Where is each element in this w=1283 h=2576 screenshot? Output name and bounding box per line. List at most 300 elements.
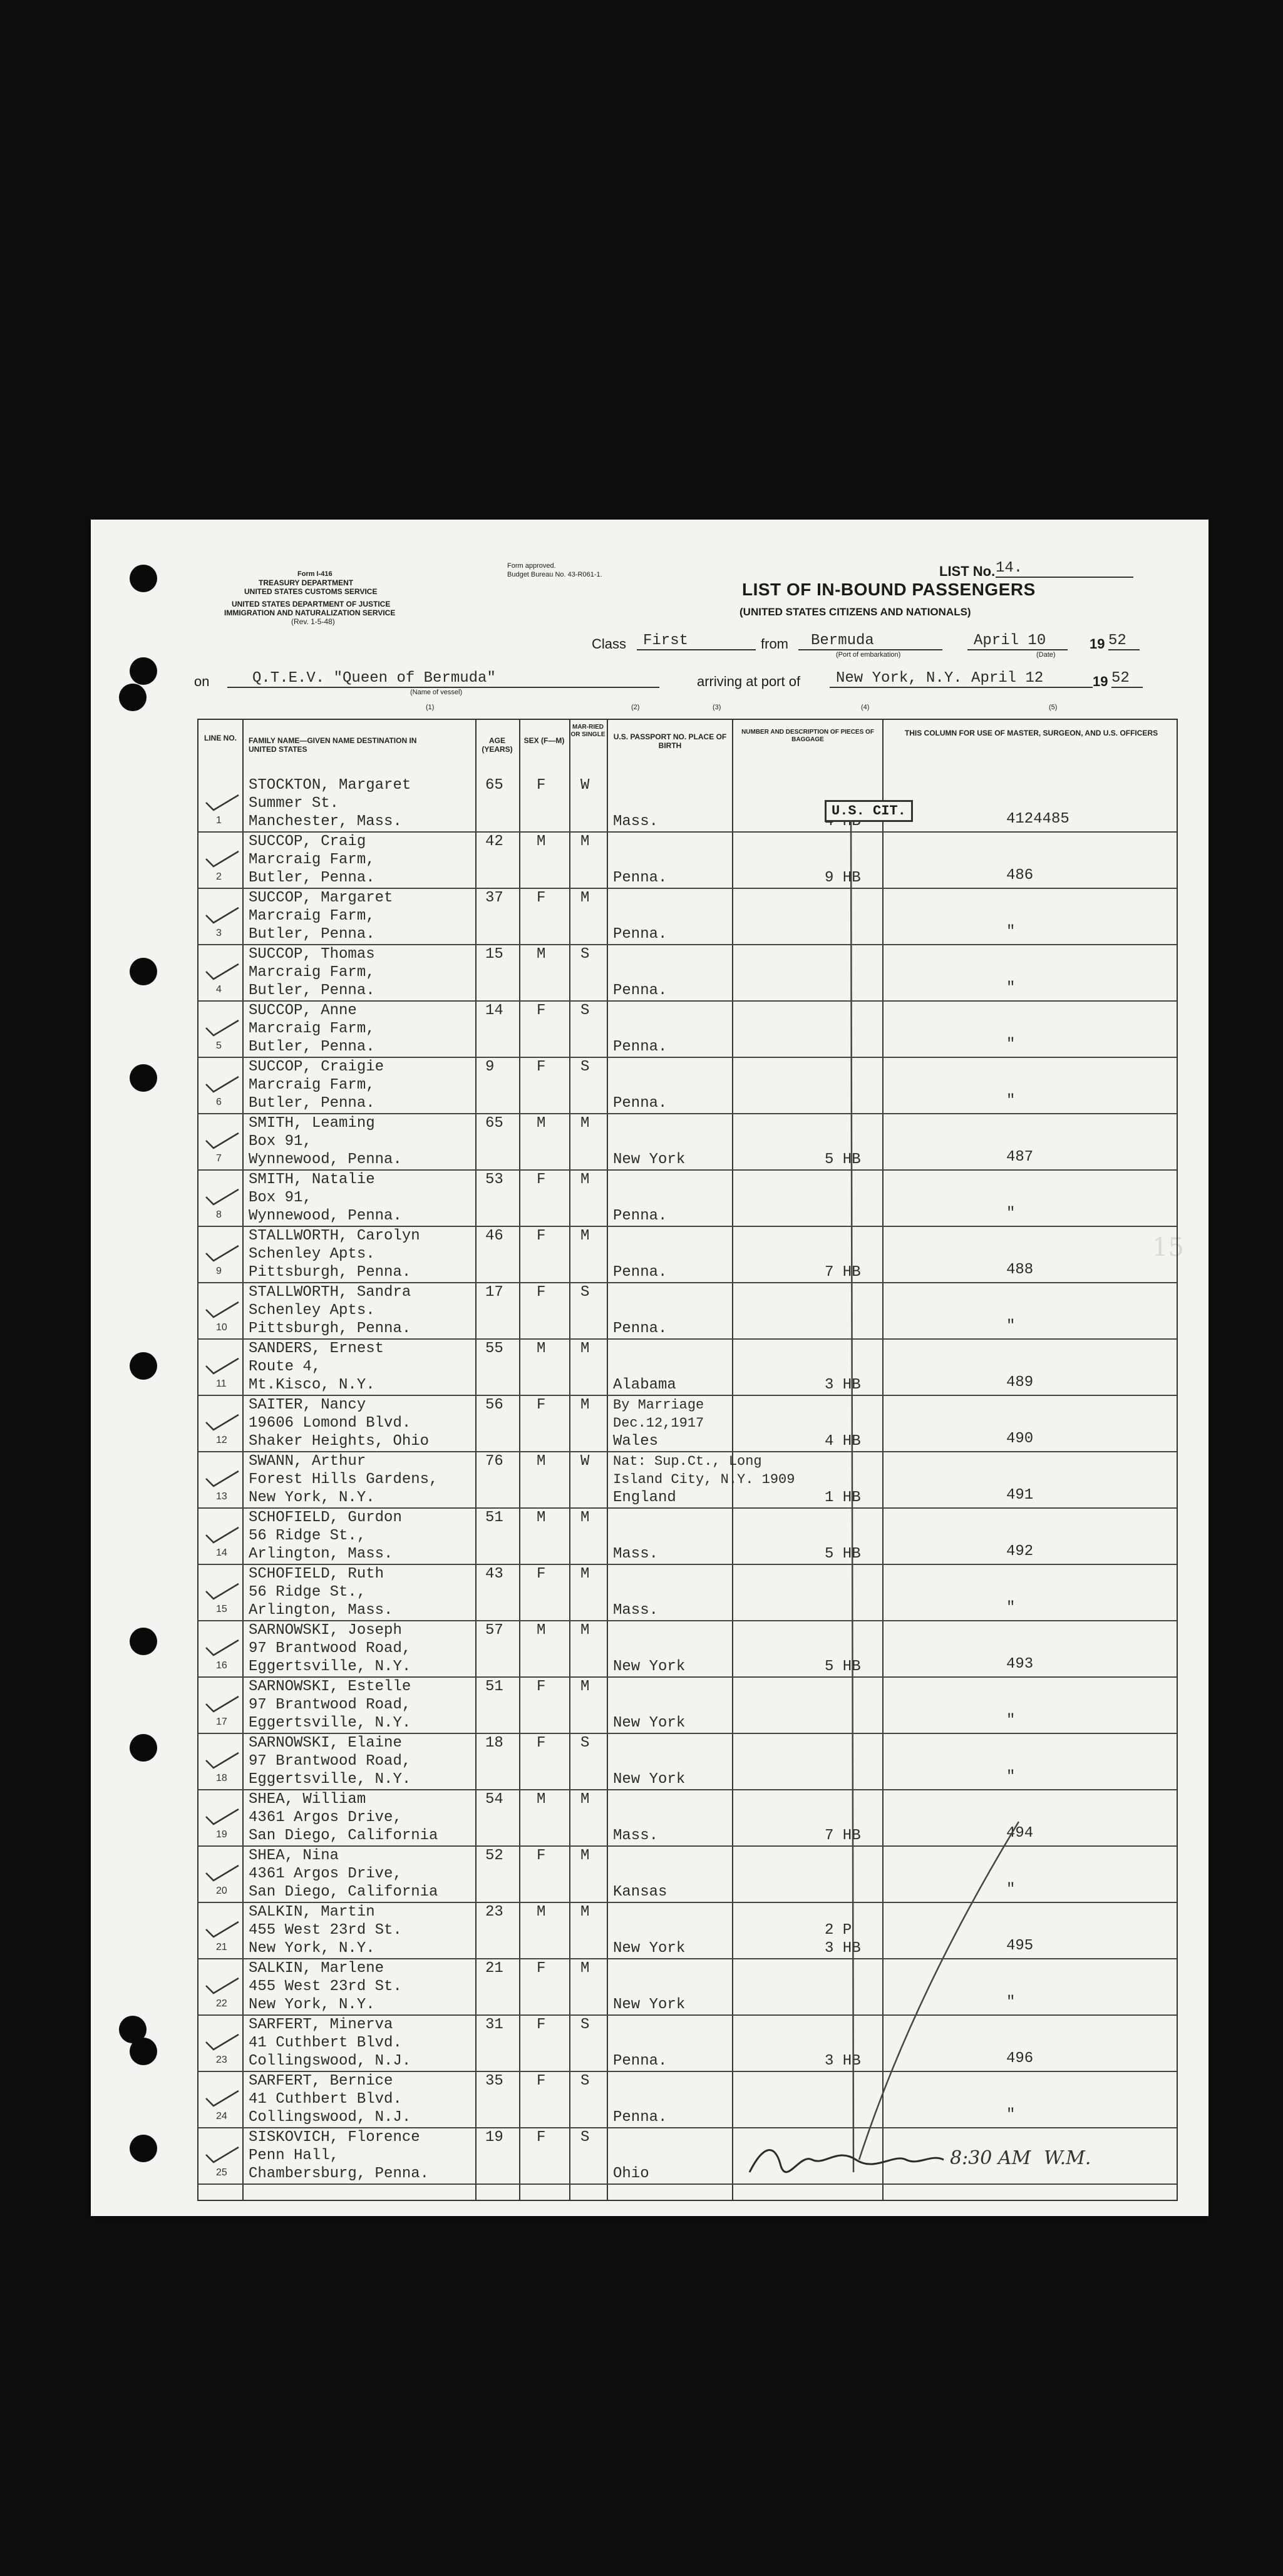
passenger-city: Arlington, Mass. <box>249 1546 393 1563</box>
passenger-sex: F <box>537 1678 546 1695</box>
list-no-value: 14. <box>996 560 1133 578</box>
passenger-city: Mt.Kisco, N.Y. <box>249 1377 375 1393</box>
baggage: 4 HB <box>825 1433 861 1450</box>
marital-status: M <box>580 1791 590 1808</box>
line-number: 4 <box>216 984 222 995</box>
class-value: First <box>637 632 756 650</box>
passenger-name: SISKOVICH, Florence <box>249 2129 420 2146</box>
passenger-street: Box 91, <box>249 1189 312 1206</box>
place-of-birth: New York <box>613 1658 686 1675</box>
passenger-city: San Diego, California <box>249 1884 438 1901</box>
line-number: 14 <box>216 1547 227 1558</box>
line-number: 10 <box>216 1322 227 1333</box>
passenger-sex: F <box>537 1847 546 1864</box>
approved-note: Form approved. <box>507 562 556 570</box>
passenger-city: Eggertsville, N.Y. <box>249 1658 411 1675</box>
passenger-city: New York, N.Y. <box>249 1489 375 1506</box>
passenger-city: Butler, Penna. <box>249 870 375 886</box>
punch-hole <box>130 657 157 685</box>
passenger-name: SCHOFIELD, Ruth <box>249 1566 384 1583</box>
marital-status: S <box>580 2073 590 2090</box>
check-mark-icon <box>205 2033 240 2052</box>
col-number-4: (4) <box>861 704 870 711</box>
passenger-sex: F <box>537 2016 546 2033</box>
officer-note: " <box>1006 1205 1016 1222</box>
passenger-sex: F <box>537 1171 546 1188</box>
passenger-name: STALLWORTH, Carolyn <box>249 1228 420 1244</box>
officer-note: 493 <box>1006 1656 1034 1673</box>
form-number: Form I-416 <box>297 570 332 578</box>
passenger-street: Marcraig Farm, <box>249 1020 375 1037</box>
passenger-street: Marcraig Farm, <box>249 1077 375 1094</box>
dept-customs: UNITED STATES CUSTOMS SERVICE <box>244 587 378 596</box>
arriving-port-date: New York, N.Y. April 12 <box>830 670 1093 688</box>
col-header-married: MAR-RIED OR SINGLE <box>570 724 605 738</box>
place-of-birth: Penna. <box>613 1208 667 1224</box>
place-of-birth: Penna. <box>613 1095 667 1112</box>
check-mark-icon <box>205 1977 240 1996</box>
place-of-birth: Penna. <box>613 982 667 999</box>
officer-note: " <box>1006 980 1016 997</box>
form-revision: (Rev. 1-5-48) <box>291 617 335 626</box>
punch-hole <box>130 2135 157 2162</box>
punch-hole <box>130 1734 157 1762</box>
passenger-street: 455 West 23rd St. <box>249 1922 402 1939</box>
check-mark-icon <box>205 1808 240 1827</box>
passenger-city: New York, N.Y. <box>249 1940 375 1957</box>
passenger-name: SCHOFIELD, Gurdon <box>249 1509 402 1526</box>
marital-status: S <box>580 1735 590 1752</box>
passenger-age: 9 <box>485 1059 495 1075</box>
passenger-city: Chambersburg, Penna. <box>249 2165 430 2182</box>
table-row <box>198 1789 1177 1847</box>
passenger-name: SUCCOP, Margaret <box>249 890 393 906</box>
arrival-year-prefix: 19 <box>1093 674 1108 689</box>
table-row <box>198 775 1177 833</box>
passenger-street: Marcraig Farm, <box>249 908 375 925</box>
check-mark-icon <box>205 1639 240 1658</box>
passenger-city: Manchester, Mass. <box>249 813 402 830</box>
marital-status: S <box>580 1059 590 1075</box>
check-mark-icon <box>205 1301 240 1320</box>
passenger-city: Shaker Heights, Ohio <box>249 1433 430 1450</box>
place-of-birth: Wales <box>613 1433 659 1450</box>
table-row <box>198 1338 1177 1396</box>
passenger-city: San Diego, California <box>249 1827 438 1844</box>
punch-hole <box>130 1064 157 1092</box>
baggage: 9 HB <box>825 870 861 886</box>
baggage: 3 HB <box>825 2053 861 2070</box>
place-of-birth: Penna. <box>613 2053 667 2070</box>
line-number: 15 <box>216 1604 227 1614</box>
col-header-baggage: NUMBER AND DESCRIPTION OF PIECES OF BAGGAGE <box>741 729 874 743</box>
passenger-city: Collingswood, N.J. <box>249 2109 411 2126</box>
officer-note: 494 <box>1006 1825 1034 1842</box>
check-mark-icon <box>205 1752 240 1770</box>
passenger-name: SMITH, Natalie <box>249 1171 375 1188</box>
punch-hole <box>119 684 147 711</box>
line-number: 3 <box>216 928 222 938</box>
page-title: LIST OF IN-BOUND PASSENGERS <box>742 580 1036 599</box>
officer-note: 496 <box>1006 2050 1034 2067</box>
place-of-birth: Penna. <box>613 2109 667 2126</box>
check-mark-icon <box>205 1583 240 1601</box>
marital-status: W <box>580 777 590 794</box>
passenger-street: Schenley Apts. <box>249 1246 375 1263</box>
place-of-birth: Mass. <box>613 1602 659 1619</box>
baggage: 1 HB <box>825 1489 861 1506</box>
table-row <box>198 1676 1177 1734</box>
passenger-name: SWANN, Arthur <box>249 1453 366 1470</box>
on-label: on <box>194 674 210 689</box>
place-of-birth: Mass. <box>613 1546 659 1563</box>
passenger-sex: M <box>537 1509 546 1526</box>
passenger-street: 97 Brantwood Road, <box>249 1696 411 1713</box>
arriving-label: arriving at port of <box>697 674 801 689</box>
check-mark-icon <box>205 1695 240 1714</box>
col-header-officers: THIS COLUMN FOR USE OF MASTER, SURGEON, AND U.S. OFFICERS <box>904 729 1158 737</box>
place-of-birth: New York <box>613 1996 686 2013</box>
officer-note: " <box>1006 923 1016 940</box>
passenger-city: Wynnewood, Penna. <box>249 1151 402 1168</box>
passenger-city: Collingswood, N.J. <box>249 2053 411 2070</box>
passenger-street: 4361 Argos Drive, <box>249 1809 402 1826</box>
manifest-sheet <box>91 520 1208 2216</box>
passenger-name: SARFERT, Minerva <box>249 2016 393 2033</box>
passenger-street: 41 Cuthbert Blvd. <box>249 2091 402 2108</box>
marital-status: M <box>580 1566 590 1583</box>
passenger-street: Penn Hall, <box>249 2147 339 2164</box>
check-mark-icon <box>205 2146 240 2165</box>
line-number: 16 <box>216 1660 227 1671</box>
table-row <box>198 1902 1177 1959</box>
officer-note: 491 <box>1006 1487 1034 1504</box>
passenger-name: SHEA, William <box>249 1791 366 1808</box>
place-of-birth: England <box>613 1489 676 1506</box>
officer-note: 489 <box>1006 1374 1034 1391</box>
passenger-age: 46 <box>485 1228 503 1244</box>
vessel-name: Q.T.E.V. "Queen of Bermuda" <box>227 670 659 688</box>
passenger-street: Marcraig Farm, <box>249 851 375 868</box>
passenger-age: 53 <box>485 1171 503 1188</box>
check-mark-icon <box>205 850 240 869</box>
passenger-sex: M <box>537 1340 546 1357</box>
passenger-age: 18 <box>485 1735 503 1752</box>
line-number: 21 <box>216 1942 227 1953</box>
table-row <box>198 2071 1177 2128</box>
dept-treasury: TREASURY DEPARTMENT <box>259 578 354 587</box>
table-row <box>198 1733 1177 1790</box>
passenger-city: Pittsburgh, Penna. <box>249 1264 411 1281</box>
marital-status: S <box>580 1284 590 1301</box>
passenger-city: New York, N.Y. <box>249 1996 375 2013</box>
col-number-3: (3) <box>713 704 721 711</box>
passenger-age: 42 <box>485 833 503 850</box>
passenger-sex: F <box>537 2129 546 2146</box>
table-row <box>198 1395 1177 1452</box>
marital-status: M <box>580 1115 590 1132</box>
passenger-name: SUCCOP, Anne <box>249 1002 357 1019</box>
check-mark-icon <box>205 1470 240 1489</box>
passenger-age: 54 <box>485 1791 503 1808</box>
marital-status: W <box>580 1453 590 1470</box>
line-number: 7 <box>216 1153 222 1164</box>
marital-status: M <box>580 890 590 906</box>
passenger-sex: M <box>537 1115 546 1132</box>
marital-status: M <box>580 1397 590 1414</box>
marital-status: M <box>580 1171 590 1188</box>
birth-note: By Marriage Dec.12,1917 <box>613 1397 704 1431</box>
passenger-age: 52 <box>485 1847 503 1864</box>
table-row <box>198 1000 1177 1058</box>
officer-note: " <box>1006 1712 1016 1729</box>
passenger-city: Pittsburgh, Penna. <box>249 1320 411 1337</box>
check-mark-icon <box>205 1188 240 1207</box>
passenger-city: Butler, Penna. <box>249 1039 375 1055</box>
baggage: 5 HB <box>825 1151 861 1168</box>
table-row <box>198 1113 1177 1171</box>
line-number: 23 <box>216 2055 227 2065</box>
line-number: 12 <box>216 1435 227 1445</box>
line-number: 1 <box>216 815 222 826</box>
margin-number: 15 <box>1152 1233 1184 1262</box>
marital-status: S <box>580 1002 590 1019</box>
marital-status: M <box>580 1340 590 1357</box>
line-number: 2 <box>216 871 222 882</box>
passenger-age: 56 <box>485 1397 503 1414</box>
table-row <box>198 1451 1177 1509</box>
marital-status: M <box>580 1509 590 1526</box>
passenger-name: SARFERT, Bernice <box>249 2073 393 2090</box>
check-mark-icon <box>205 794 240 813</box>
officer-note: 495 <box>1006 1937 1034 1954</box>
officer-note: " <box>1006 1318 1016 1335</box>
passenger-street: 41 Cuthbert Blvd. <box>249 2035 402 2051</box>
passenger-name: SUCCOP, Thomas <box>249 946 375 963</box>
passenger-table <box>197 719 1178 2201</box>
passenger-sex: M <box>537 1622 546 1639</box>
baggage: 3 HB <box>825 1377 861 1393</box>
officer-note: 488 <box>1006 1261 1034 1278</box>
passenger-age: 51 <box>485 1678 503 1695</box>
officer-note: 487 <box>1006 1149 1034 1166</box>
col-header-passport: U.S. PASSPORT NO. PLACE OF BIRTH <box>613 732 727 750</box>
line-number: 17 <box>216 1716 227 1727</box>
passenger-sex: F <box>537 890 546 906</box>
passenger-sex: F <box>537 1397 546 1414</box>
from-label: from <box>761 636 788 652</box>
place-of-birth: Penna. <box>613 926 667 943</box>
table-row <box>198 1845 1177 1903</box>
passenger-street: 97 Brantwood Road, <box>249 1753 411 1770</box>
passenger-name: STOCKTON, Margaret <box>249 777 411 794</box>
table-row <box>198 1282 1177 1340</box>
table-row <box>198 831 1177 889</box>
marital-status: M <box>580 1678 590 1695</box>
baggage: 7 HB <box>825 1827 861 1844</box>
punch-hole <box>130 2038 157 2065</box>
passenger-city: Butler, Penna. <box>249 982 375 999</box>
class-label: Class <box>592 636 627 652</box>
passenger-name: SAITER, Nancy <box>249 1397 366 1414</box>
date-caption: (Date) <box>1036 651 1056 659</box>
officer-note: " <box>1006 1881 1016 1898</box>
passenger-sex: F <box>537 1735 546 1752</box>
passenger-street: 56 Ridge St., <box>249 1527 366 1544</box>
line-number: 19 <box>216 1829 227 1840</box>
baggage: 5 HB <box>825 1658 861 1675</box>
check-mark-icon <box>205 1244 240 1263</box>
officer-note: " <box>1006 1092 1016 1109</box>
place-of-birth: New York <box>613 1715 686 1732</box>
passenger-sex: F <box>537 777 546 794</box>
passenger-name: SARNOWSKI, Estelle <box>249 1678 411 1695</box>
passenger-age: 76 <box>485 1453 503 1470</box>
place-of-birth: New York <box>613 1940 686 1957</box>
passenger-sex: M <box>537 946 546 963</box>
budget-bureau-note: Budget Bureau No. 43-R061-1. <box>507 571 602 578</box>
year-suffix: 52 <box>1108 632 1140 650</box>
passenger-age: 43 <box>485 1566 503 1583</box>
passenger-street: Route 4, <box>249 1358 321 1375</box>
year-prefix: 19 <box>1090 636 1105 652</box>
line-number: 18 <box>216 1773 227 1783</box>
arrival-year-suffix: 52 <box>1111 670 1143 688</box>
col-header-sex: SEX (F—M) <box>523 736 565 745</box>
check-mark-icon <box>205 906 240 925</box>
passenger-age: 23 <box>485 1904 503 1921</box>
passenger-name: SUCCOP, Craig <box>249 833 366 850</box>
passenger-sex: F <box>537 1566 546 1583</box>
passenger-street: Schenley Apts. <box>249 1302 375 1319</box>
passenger-name: SALKIN, Martin <box>249 1904 375 1921</box>
passenger-sex: M <box>537 1453 546 1470</box>
passenger-city: Eggertsville, N.Y. <box>249 1771 411 1788</box>
check-mark-icon <box>205 1526 240 1545</box>
marital-status: S <box>580 2016 590 2033</box>
marital-status: M <box>580 1904 590 1921</box>
check-mark-icon <box>205 1864 240 1883</box>
passenger-city: Eggertsville, N.Y. <box>249 1715 411 1732</box>
place-of-birth: Alabama <box>613 1377 676 1393</box>
passenger-city: Butler, Penna. <box>249 1095 375 1112</box>
signature-time: 8:30 AM <box>950 2147 1031 2169</box>
passenger-age: 65 <box>485 777 503 794</box>
table-row <box>198 1507 1177 1565</box>
passenger-street: 56 Ridge St., <box>249 1584 366 1601</box>
passenger-name: STALLWORTH, Sandra <box>249 1284 411 1301</box>
marital-status: S <box>580 946 590 963</box>
signature-initials: W.M. <box>1044 2147 1091 2169</box>
place-of-birth: Penna. <box>613 870 667 886</box>
passenger-name: SMITH, Leaming <box>249 1115 375 1132</box>
check-mark-icon <box>205 1414 240 1432</box>
birth-note: Nat: Sup.Ct., Long Island City, N.Y. 1909 <box>613 1454 795 1487</box>
check-mark-icon <box>205 1921 240 1939</box>
line-number: 6 <box>216 1097 222 1107</box>
passenger-age: 15 <box>485 946 503 963</box>
officer-note: 490 <box>1006 1430 1034 1447</box>
table-row <box>198 944 1177 1002</box>
check-mark-icon <box>205 2090 240 2108</box>
line-number: 9 <box>216 1266 222 1276</box>
marital-status: M <box>580 1960 590 1977</box>
check-mark-icon <box>205 1357 240 1376</box>
passenger-sex: M <box>537 1904 546 1921</box>
passenger-name: SARNOWSKI, Joseph <box>249 1622 402 1639</box>
officer-note: " <box>1006 1768 1016 1785</box>
line-number: 20 <box>216 1886 227 1896</box>
place-of-birth: New York <box>613 1151 686 1168</box>
passenger-city: Arlington, Mass. <box>249 1602 393 1619</box>
passenger-age: 21 <box>485 1960 503 1977</box>
officer-note: " <box>1006 1036 1016 1053</box>
passenger-age: 31 <box>485 2016 503 2033</box>
place-of-birth: Penna. <box>613 1264 667 1281</box>
passenger-age: 35 <box>485 2073 503 2090</box>
passenger-age: 65 <box>485 1115 503 1132</box>
col-header-age: AGE (YEARS) <box>482 736 513 754</box>
passenger-age: 51 <box>485 1509 503 1526</box>
check-mark-icon <box>205 1075 240 1094</box>
col-header-name: FAMILY NAME—GIVEN NAME DESTINATION IN UNITED STATES <box>249 736 417 754</box>
vessel-caption: (Name of vessel) <box>410 689 463 696</box>
baggage: 7 HB <box>825 1264 861 1281</box>
passenger-age: 57 <box>485 1622 503 1639</box>
col-header-line-no: LINE NO. <box>204 734 237 742</box>
baggage: 5 HB <box>825 1546 861 1563</box>
passenger-sex: F <box>537 1960 546 1977</box>
line-number: 24 <box>216 2111 227 2122</box>
us-citizen-stamp: U.S. CIT. <box>825 800 913 822</box>
officer-note: " <box>1006 1599 1016 1616</box>
marital-status: M <box>580 1228 590 1244</box>
passenger-sex: F <box>537 1284 546 1301</box>
punch-hole <box>130 1628 157 1655</box>
line-number: 13 <box>216 1491 227 1502</box>
passenger-name: SUCCOP, Craigie <box>249 1059 384 1075</box>
date-value: April 10 <box>967 632 1068 650</box>
line-number: 11 <box>216 1378 227 1389</box>
place-of-birth: Ohio <box>613 2165 649 2182</box>
place-of-birth: Penna. <box>613 1320 667 1337</box>
line-number: 5 <box>216 1040 222 1051</box>
passenger-street: 19606 Lomond Blvd. <box>249 1415 411 1432</box>
line-number: 8 <box>216 1209 222 1220</box>
punch-hole <box>130 565 157 592</box>
punch-hole <box>130 1352 157 1380</box>
place-of-birth: Kansas <box>613 1884 667 1901</box>
officer-note: " <box>1006 2106 1016 2123</box>
passenger-street: 455 West 23rd St. <box>249 1978 402 1995</box>
check-mark-icon <box>205 963 240 982</box>
passenger-city: Butler, Penna. <box>249 926 375 943</box>
passenger-age: 37 <box>485 890 503 906</box>
passenger-street: Box 91, <box>249 1133 312 1150</box>
page-subtitle: (UNITED STATES CITIZENS AND NATIONALS) <box>739 606 971 618</box>
passenger-street: Forest Hills Gardens, <box>249 1471 438 1488</box>
passenger-sex: F <box>537 1059 546 1075</box>
col-number-5: (5) <box>1049 704 1058 711</box>
marital-status: M <box>580 1622 590 1639</box>
officer-note: " <box>1006 1994 1016 2011</box>
passenger-name: SALKIN, Marlene <box>249 1960 384 1977</box>
passenger-sex: F <box>537 1228 546 1244</box>
passenger-age: 14 <box>485 1002 503 1019</box>
punch-hole <box>130 958 157 985</box>
table-row <box>198 1620 1177 1678</box>
baggage: 3 HB <box>825 1940 861 1957</box>
